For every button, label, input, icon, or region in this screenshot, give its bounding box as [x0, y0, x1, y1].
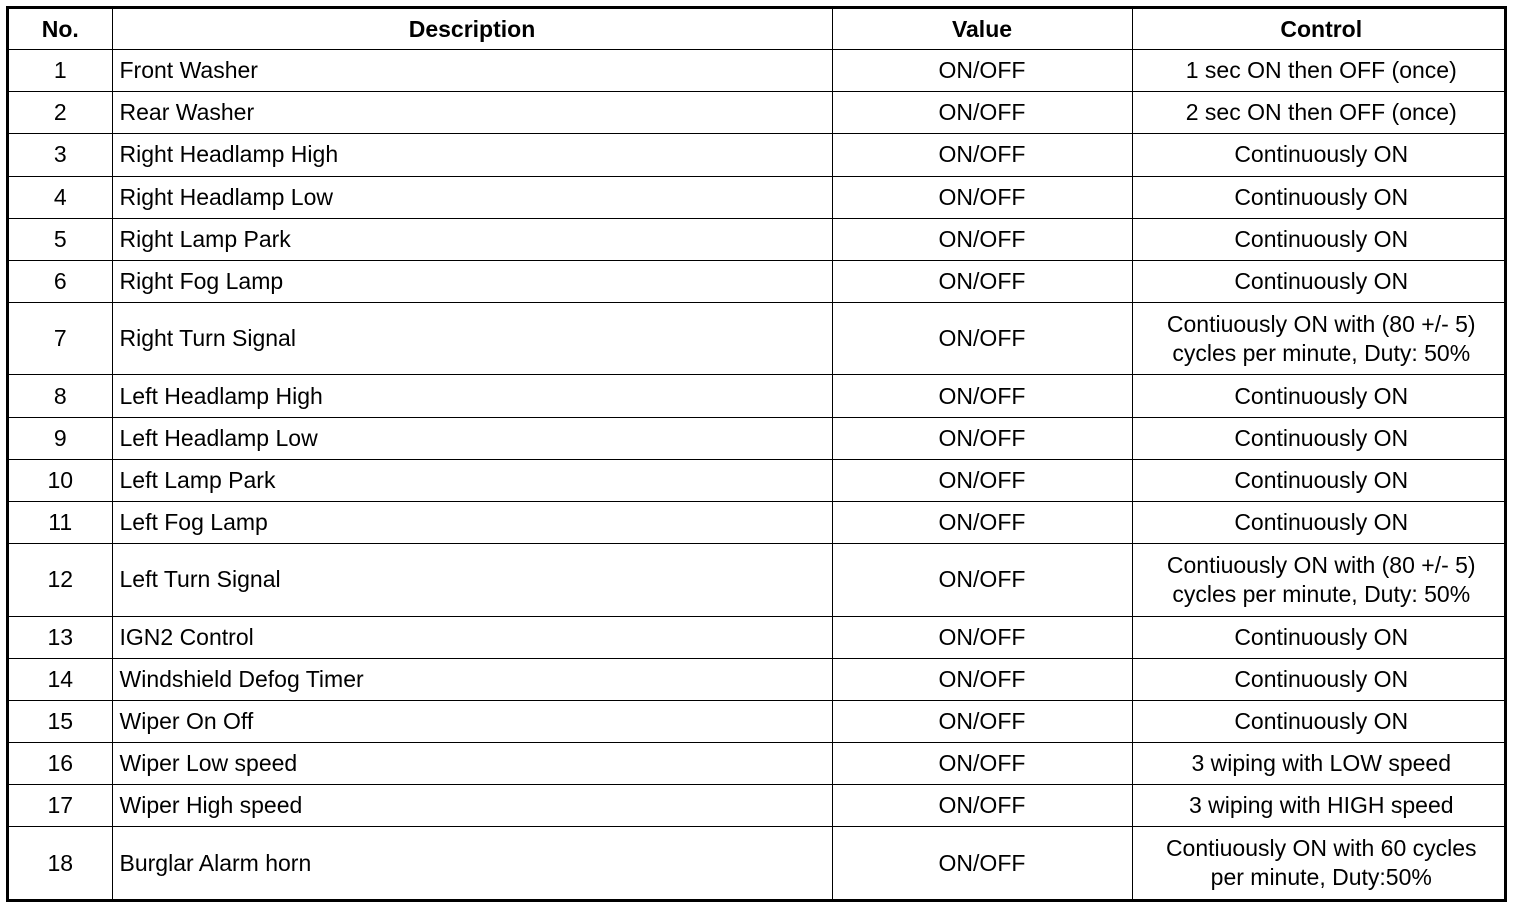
row-number: 14: [9, 658, 112, 700]
table-row: [9, 303, 1507, 375]
row-control: Continuously ON: [1132, 417, 1507, 459]
table-row: [9, 218, 1507, 260]
row-value: ON/OFF: [832, 218, 1132, 260]
row-value: ON/OFF: [832, 616, 1132, 658]
header-value: Value: [832, 9, 1132, 50]
row-control: 3 wiping with LOW speed: [1132, 743, 1507, 785]
row-control: Continuously ON: [1132, 616, 1507, 658]
table-row: [9, 502, 1507, 544]
row-description: Right Turn Signal: [112, 303, 832, 375]
row-value: ON/OFF: [832, 176, 1132, 218]
table-row: [9, 92, 1507, 134]
row-control: Continuously ON: [1132, 176, 1507, 218]
row-description: Right Fog Lamp: [112, 260, 832, 302]
row-number: 16: [9, 743, 112, 785]
row-description: Wiper High speed: [112, 785, 832, 827]
row-number: 8: [9, 375, 112, 417]
header-description: Description: [112, 9, 832, 50]
row-number: 2: [9, 92, 112, 134]
row-value: ON/OFF: [832, 50, 1132, 92]
row-description: Left Lamp Park: [112, 459, 832, 501]
row-control: Contiuously ON with (80 +/- 5) cycles per minute, Duty: 50%: [1132, 303, 1507, 375]
table-row: [9, 417, 1507, 459]
row-description: Rear Washer: [112, 92, 832, 134]
table-row: [9, 743, 1507, 785]
table-row: [9, 375, 1507, 417]
table-row: [9, 134, 1507, 176]
row-description: Burglar Alarm horn: [112, 827, 832, 899]
row-number: 15: [9, 700, 112, 742]
row-description: Right Headlamp Low: [112, 176, 832, 218]
row-value: ON/OFF: [832, 417, 1132, 459]
row-description: Windshield Defog Timer: [112, 658, 832, 700]
row-description: Right Lamp Park: [112, 218, 832, 260]
row-control: 2 sec ON then OFF (once): [1132, 92, 1507, 134]
row-number: 3: [9, 134, 112, 176]
row-number: 11: [9, 502, 112, 544]
row-value: ON/OFF: [832, 544, 1132, 616]
row-description: Left Fog Lamp: [112, 502, 832, 544]
row-number: 17: [9, 785, 112, 827]
row-number: 10: [9, 459, 112, 501]
row-value: ON/OFF: [832, 459, 1132, 501]
row-description: Wiper On Off: [112, 700, 832, 742]
row-value: ON/OFF: [832, 700, 1132, 742]
output-control-table: [9, 9, 1507, 899]
row-control: Continuously ON: [1132, 502, 1507, 544]
row-number: 13: [9, 616, 112, 658]
row-description: IGN2 Control: [112, 616, 832, 658]
table-row: [9, 827, 1507, 899]
row-value: ON/OFF: [832, 785, 1132, 827]
row-control: 1 sec ON then OFF (once): [1132, 50, 1507, 92]
row-value: ON/OFF: [832, 827, 1132, 899]
row-number: 5: [9, 218, 112, 260]
row-value: ON/OFF: [832, 92, 1132, 134]
row-description: Front Washer: [112, 50, 832, 92]
row-number: 18: [9, 827, 112, 899]
row-description: Left Headlamp High: [112, 375, 832, 417]
row-control: Continuously ON: [1132, 375, 1507, 417]
row-value: ON/OFF: [832, 743, 1132, 785]
row-description: Left Headlamp Low: [112, 417, 832, 459]
row-description: Wiper Low speed: [112, 743, 832, 785]
table-body: [9, 50, 1507, 900]
row-control: Continuously ON: [1132, 658, 1507, 700]
table-row: [9, 50, 1507, 92]
row-value: ON/OFF: [832, 502, 1132, 544]
table-row: [9, 544, 1507, 616]
row-control: Continuously ON: [1132, 218, 1507, 260]
row-value: ON/OFF: [832, 375, 1132, 417]
row-description: Left Turn Signal: [112, 544, 832, 616]
row-control: Contiuously ON with 60 cycles per minute, Duty:50%: [1132, 827, 1507, 899]
row-control: 3 wiping with HIGH speed: [1132, 785, 1507, 827]
row-number: 9: [9, 417, 112, 459]
row-value: ON/OFF: [832, 303, 1132, 375]
header-no: No.: [9, 9, 112, 50]
row-control: Continuously ON: [1132, 260, 1507, 302]
table-row: [9, 700, 1507, 742]
row-value: ON/OFF: [832, 658, 1132, 700]
row-description: Right Headlamp High: [112, 134, 832, 176]
row-value: ON/OFF: [832, 260, 1132, 302]
table-row: [9, 176, 1507, 218]
row-number: 7: [9, 303, 112, 375]
row-control: Continuously ON: [1132, 134, 1507, 176]
table-row: [9, 616, 1507, 658]
control-table-frame: [6, 6, 1507, 902]
row-number: 4: [9, 176, 112, 218]
table-row: [9, 785, 1507, 827]
row-number: 1: [9, 50, 112, 92]
table-row: [9, 658, 1507, 700]
row-control: Continuously ON: [1132, 459, 1507, 501]
row-control: Contiuously ON with (80 +/- 5) cycles per minute, Duty: 50%: [1132, 544, 1507, 616]
table-header-row: [9, 9, 1507, 50]
table-row: [9, 459, 1507, 501]
row-value: ON/OFF: [832, 134, 1132, 176]
row-number: 12: [9, 544, 112, 616]
row-number: 6: [9, 260, 112, 302]
table-row: [9, 260, 1507, 302]
row-control: Continuously ON: [1132, 700, 1507, 742]
header-control: Control: [1132, 9, 1507, 50]
